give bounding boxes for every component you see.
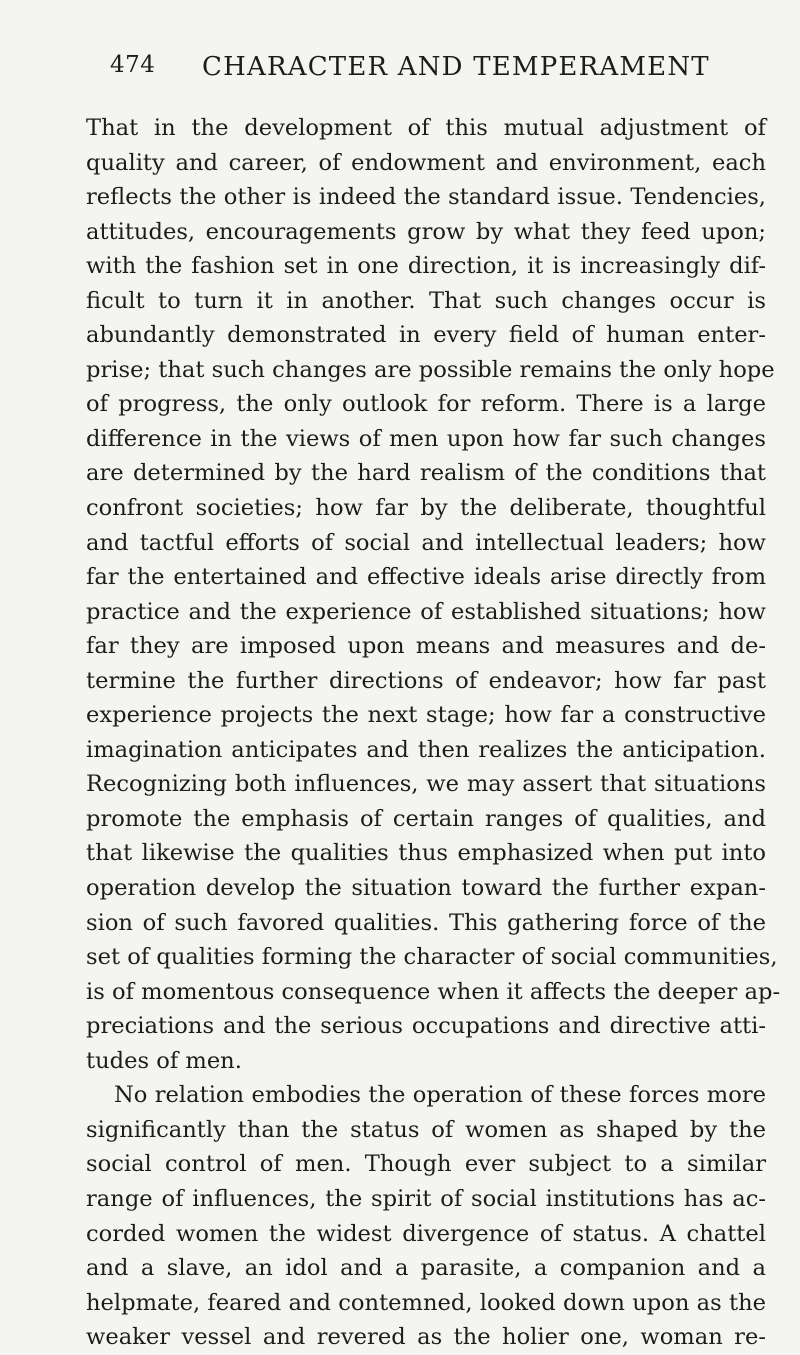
paragraph-end-line: tudes of men.: [86, 1047, 242, 1074]
page-number: 474: [110, 52, 156, 78]
text-line: imagination anticipates and then realizes the anticipation.: [86, 736, 766, 763]
body-text: [86, 111, 781, 1355]
text-line: termine the further directions of endeavor; how far past: [86, 667, 766, 694]
text-line: weaker vessel and revered as the holier one, woman re-: [86, 1324, 766, 1351]
text-line: ficult to turn it in another. That such changes occur is: [86, 287, 766, 314]
text-line: sion of such favored qualities. This gathering force of the: [86, 909, 766, 936]
text-line: with the fashion set in one direction, it is increasingly dif-: [86, 253, 766, 280]
text-line: set of qualities forming the character of social communities,: [86, 944, 778, 971]
text-line: preciations and the serious occupations and directive atti-: [86, 1013, 766, 1040]
text-line: operation develop the situation toward the further expan-: [86, 875, 766, 902]
text-line: quality and career, of endowment and environment, each: [86, 149, 766, 176]
text-line: That in the development of this mutual adjustment of: [86, 115, 766, 141]
text-line: helpmate, feared and contemned, looked down upon as the: [86, 1289, 766, 1316]
text-line: promote the emphasis of certain ranges of qualities, and: [86, 805, 766, 832]
page-header: [110, 52, 710, 92]
text-line: Recognizing both influences, we may assert that situations: [86, 771, 766, 798]
text-line: far the entertained and effective ideals arise directly from: [86, 564, 766, 591]
text-line: and a slave, an idol and a parasite, a companion and a: [86, 1255, 766, 1282]
text-line: of progress, the only outlook for reform. There is a large: [86, 391, 766, 418]
running-title: CHARACTER AND TEMPERAMENT: [202, 52, 710, 82]
text-line: that likewise the qualities thus emphasized when put into: [86, 840, 766, 867]
paragraph-start-line: No relation embodies the operation of these forces more: [114, 1082, 766, 1109]
text-line: confront societies; how far by the deliberate, thoughtful: [86, 495, 766, 522]
text-line: significantly than the status of women as shaped by the: [86, 1116, 766, 1143]
text-line: practice and the experience of established situations; how: [86, 598, 766, 625]
text-line: range of influences, the spirit of social institutions has ac-: [86, 1185, 766, 1212]
text-line: are determined by the hard realism of the conditions that: [86, 460, 766, 487]
text-line: prise; that such changes are possible remains the only hope: [86, 356, 775, 383]
text-line: abundantly demonstrated in every field of human enter-: [86, 322, 766, 349]
text-line: far they are imposed upon means and measures and de-: [86, 633, 766, 660]
text-line: reflects the other is indeed the standard issue. Tendencies,: [86, 184, 766, 211]
text-line: and tactful efforts of social and intellectual leaders; how: [86, 529, 766, 556]
text-line: experience projects the next stage; how far a constructive: [86, 702, 766, 729]
text-line: attitudes, encouragements grow by what they feed upon;: [86, 218, 766, 245]
text-line: difference in the views of men upon how far such changes: [86, 425, 766, 452]
text-line: is of momentous consequence when it affects the deeper ap-: [86, 978, 781, 1005]
text-line: corded women the widest divergence of status. A chattel: [86, 1220, 766, 1247]
text-line: social control of men. Though ever subject to a similar: [86, 1151, 766, 1178]
